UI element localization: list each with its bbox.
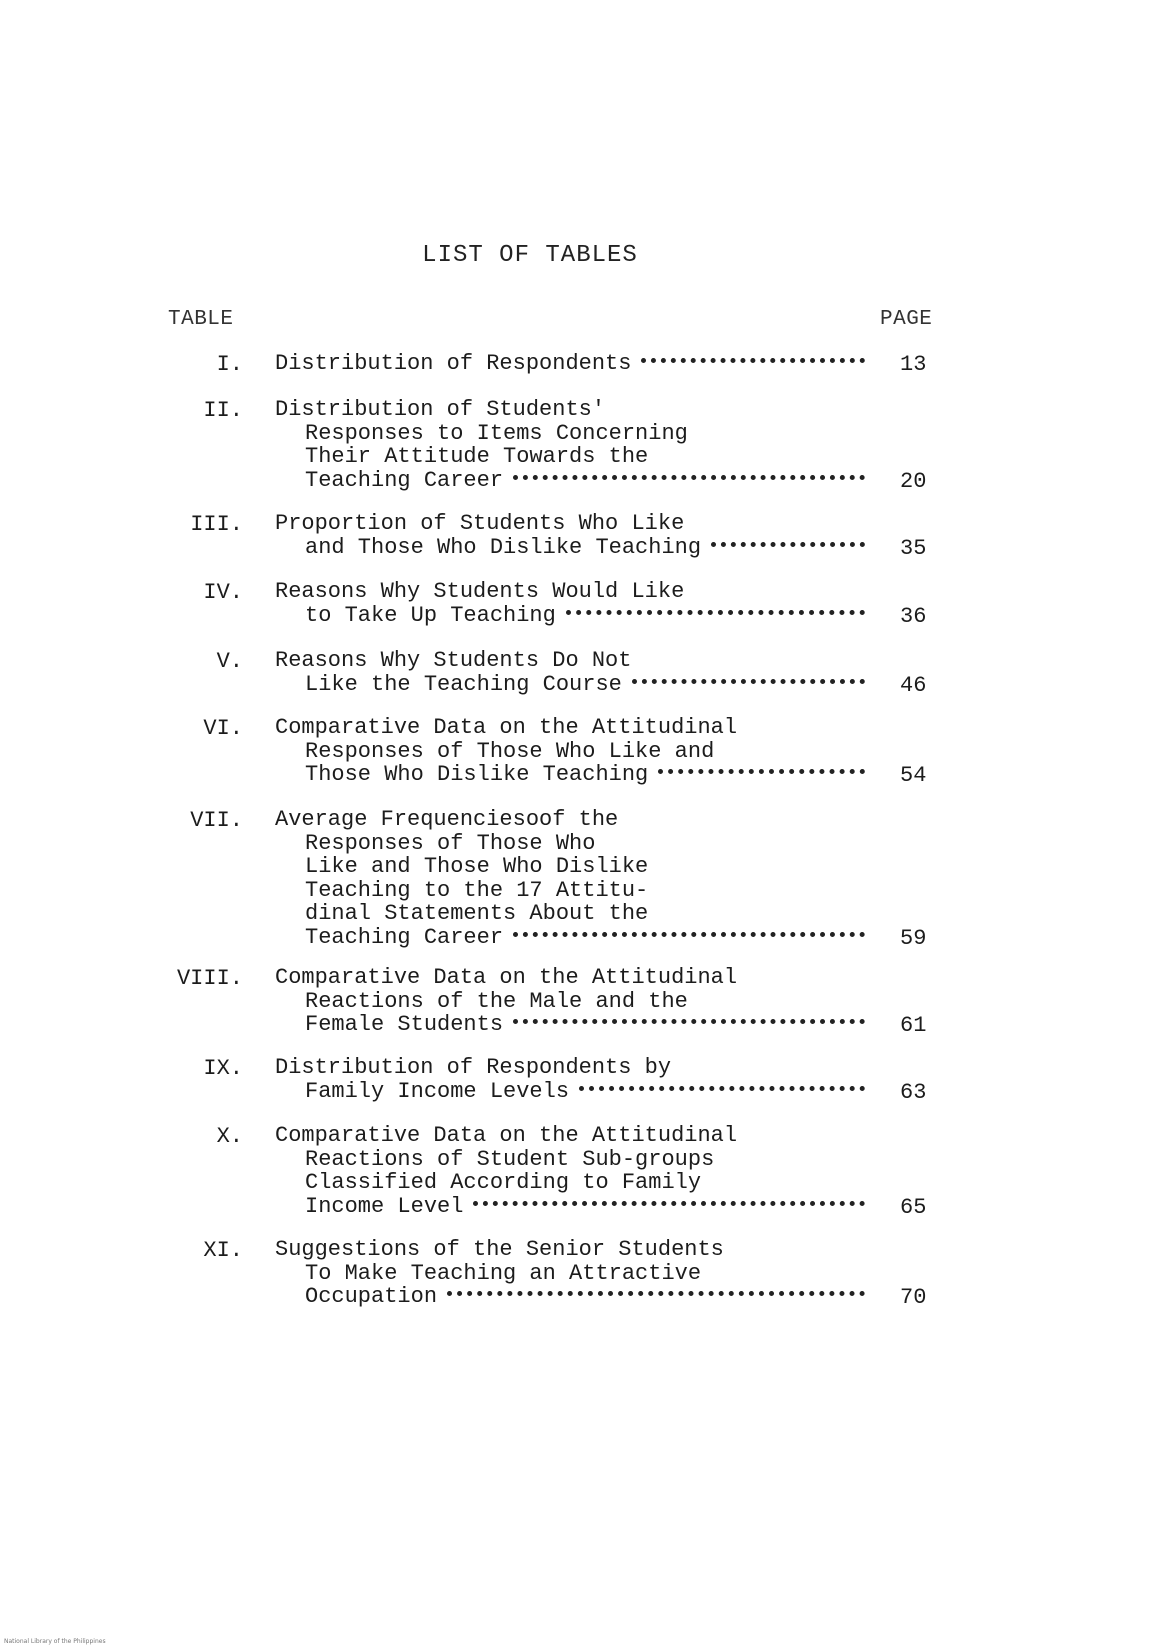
page-number: 35 (900, 535, 927, 561)
table-numeral: IV. (203, 580, 243, 605)
dot-leader (513, 475, 865, 480)
table-caption (275, 716, 865, 787)
table-numeral: IX. (203, 1056, 243, 1081)
caption-line (275, 536, 865, 560)
caption-line (275, 1013, 865, 1037)
caption-line: Responses of Those Who (305, 830, 596, 856)
caption-line: Reasons Why Students Would Like (275, 579, 685, 604)
table-caption (275, 808, 865, 949)
footer-credit: National Library of the Philippines (4, 1638, 106, 1645)
table-caption (275, 966, 865, 1037)
caption-line (275, 1195, 865, 1219)
caption-line-text: Female Students (305, 1012, 504, 1037)
caption-line: Distribution of Students' (275, 397, 606, 422)
table-numeral: II. (203, 398, 243, 423)
caption-line-text: Occupation (305, 1284, 438, 1309)
caption-line: Reactions of the Male and the (305, 988, 688, 1014)
dot-leader (632, 679, 865, 684)
page-number: 20 (900, 468, 927, 494)
caption-line: Classified According to Family (305, 1170, 702, 1195)
table-numeral: XI. (203, 1238, 243, 1263)
table-column-header: TABLE (168, 308, 234, 331)
table-caption (275, 649, 865, 696)
page-number: 61 (900, 1013, 927, 1038)
caption-line (275, 673, 865, 697)
caption-line-text: Family Income Levels (305, 1078, 570, 1104)
caption-line: dinal Statements About the (305, 901, 649, 926)
page-number: 54 (900, 763, 927, 788)
caption-line (275, 604, 865, 628)
caption-line (275, 926, 865, 950)
table-caption (275, 352, 865, 376)
caption-line-text: Teaching Career (305, 467, 504, 493)
caption-line-text: Those Who Dislike Teaching (305, 762, 649, 787)
page-number: 13 (900, 352, 927, 377)
page-number: 36 (900, 603, 927, 629)
page-title: LIST OF TABLES (422, 242, 638, 269)
caption-line: Reasons Why Students Do Not (275, 648, 632, 673)
caption-line (275, 469, 865, 493)
page-number: 65 (900, 1194, 927, 1220)
caption-line: To Make Teaching an Attractive (305, 1260, 702, 1286)
caption-line: Like and Those Who Dislike (305, 854, 649, 879)
table-caption (275, 1056, 865, 1103)
caption-line (275, 763, 865, 787)
caption-line: Proportion of Students Who Like (275, 511, 685, 536)
table-numeral: I. (216, 352, 243, 377)
table-numeral: X. (216, 1124, 243, 1149)
caption-line-text: Distribution of Respondents (275, 351, 632, 376)
table-numeral: III. (190, 512, 243, 537)
caption-line: Comparative Data on the Attitudinal (275, 715, 738, 740)
caption-line (275, 1285, 865, 1309)
page-column-header: PAGE (880, 308, 933, 331)
page-number: 63 (900, 1079, 927, 1105)
caption-line-text: Like the Teaching Course (305, 671, 622, 697)
page-number: 70 (900, 1285, 927, 1310)
caption-line (275, 352, 865, 376)
caption-line: Responses to Items Concerning (305, 420, 688, 446)
table-numeral: VII. (190, 808, 243, 833)
caption-line: Teaching to the 17 Attitu- (305, 877, 649, 903)
page-number: 59 (900, 925, 927, 951)
table-numeral: V. (216, 649, 243, 674)
caption-line: Comparative Data on the Attitudinal (275, 965, 738, 990)
page-number: 46 (900, 672, 927, 698)
dot-leader (711, 542, 865, 547)
dot-leader (473, 1201, 865, 1206)
table-caption (275, 512, 865, 559)
table-caption (275, 1238, 865, 1309)
caption-line-text: and Those Who Dislike Teaching (305, 534, 702, 560)
caption-line: Comparative Data on the Attitudinal (275, 1123, 738, 1148)
caption-line: Reactions of Student Sub-groups (305, 1146, 715, 1172)
dot-leader (641, 358, 865, 363)
dot-leader (513, 1019, 865, 1024)
caption-line-text: to Take Up Teaching (305, 602, 556, 628)
table-caption (275, 398, 865, 492)
caption-line: Their Attitude Towards the (305, 444, 649, 469)
dot-leader (513, 932, 865, 937)
dot-leader (579, 1086, 865, 1091)
caption-line: Average Frequenciesoof the (275, 807, 619, 832)
table-caption (275, 1124, 865, 1218)
caption-line: Distribution of Respondents by (275, 1055, 672, 1080)
caption-line (275, 1080, 865, 1104)
table-numeral: VI. (203, 716, 243, 741)
caption-line: Responses of Those Who Like and (305, 738, 715, 764)
dot-leader (566, 610, 865, 615)
caption-line: Suggestions of the Senior Students (275, 1237, 724, 1262)
dot-leader (447, 1291, 865, 1296)
dot-leader (658, 769, 865, 774)
caption-line-text: Teaching Career (305, 924, 504, 950)
caption-line-text: Income Level (305, 1193, 464, 1219)
table-caption (275, 580, 865, 627)
table-numeral: VIII. (176, 966, 243, 991)
